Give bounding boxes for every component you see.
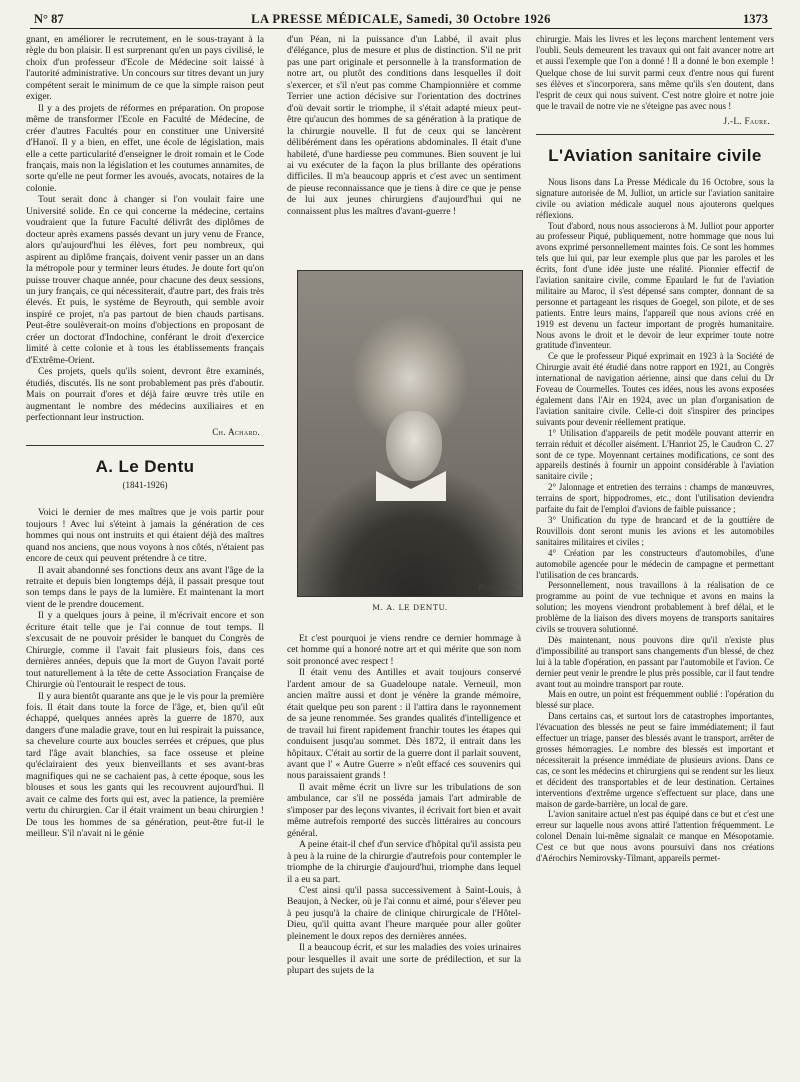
signature-faure: J.-L. Faure. bbox=[723, 116, 770, 127]
column-left bbox=[26, 34, 264, 839]
paragraph: gnant, en améliorer le recrutement, en le sous-trayant à la règle du bon plaisir. Il est surprenant qu'en un pays civilisé, le choix d'un professeur d'Ecole de Médecine soit laissé à l'autorité administrative. Un concours sur titres devant un jury compétent serait le minimum de ce que la simple raison peut exiger. bbox=[26, 34, 264, 103]
paragraph: Il y a des projets de réformes en préparation. On propose même de transformer l'Ecole en Faculté de Médecine, de créer d'autres Facultés pour en constituer une Université d'Hanoï. Il y a bien, en effet, une école de législation, mais elle a cette particularité d'enseigner le droit romain et le Code français, mais non la législation et les coutumes annamites, de sorte qu'elle ne peut former les avoués, avocats, notaires de la colonie. bbox=[26, 102, 264, 194]
paragraph: Tout serait donc à changer si l'on voulait faire une Université solide. En ce qui concerne la médecine, certains voudraient que la future Faculté délivrât des diplômes de docteur après examens passés devant un jury venu de France, alors qu'aujourd'hui les élèves, fort peu nombreux, qui aspirent au diplôme français, doivent venir passer un an dans la métropole pour y terminer leurs études. Je doute fort qu'on puisse trouver chaque année, pour chacune des deux sessions, un jury français, ce qui nécessiterait, d'autre part, des frais très élevés. Et puis, le système de Beyrouth, qui semble avoir inspiré ce projet, n'a pas partout de bien chauds partisans. Peut-être soulèverait-on moins d'objections en proposant de créer un doctorat d'Indochine, conférant le droit d'exercice limité à cette colonie et à tous les établissements français d'Extrême-Orient. bbox=[26, 194, 264, 366]
portrait-caption: M. A. LE DENTU. bbox=[372, 603, 448, 612]
paragraph: C'est ainsi qu'il passa successivement à Saint-Louis, à Beaujon, à Necker, où je l'ai connu et aimé, pour s'élever peu à peu jusqu'à la chaire de clinique chirurgicale de l'Hôtel-Dieu, qu'il quitta avant l'heure marquée pour aller goûter pleinement le doux repos des dernières années. bbox=[287, 884, 521, 942]
paragraph: Il avait abandonné ses fonctions deux ans avant l'âge de la retraite et depuis bien longtemps déjà, il passait presque tout son temps dans le pays de la lumière. Et maintenant la mort vient de le prendre doucement. bbox=[26, 564, 264, 610]
signature-achard: Ch. Achard. bbox=[212, 427, 260, 438]
column-middle-lower bbox=[287, 633, 521, 977]
page-header bbox=[30, 6, 772, 29]
paragraph: Mais en outre, un point est fréquemment oublié : l'opération du blessé sur place. bbox=[536, 689, 774, 711]
paragraph: d'un Péan, ni la puissance d'un Labbé, il avait plus d'élégance, plus de mesure et plus de distinction. S'il ne prit pas une part originale et personnelle à la transformation de notre art, ou plutôt des conditions dans lesquelles il doit s'exercer, et s'il n'eut pas comme Championnière et comme Terrier une action décisive sur l'orientation des doctrines d'où devait sortir le triomphe, il s'était adapté mieux peut-être qu'aucun des hommes de sa génération à la pratique de la chirurgie nouvelle. Il fut de ceux qui se lancèrent délibérément dans les opérations abdominales. Il était d'une habileté, d'une hardiesse peu communes. Bien souvent je lui ai vu exécuter de la façon la plus brillante des opérations difficiles. Il m'a beaucoup appris et c'est avec un sentiment de pieuse reconnaissance que je tiens à dire ce que je pense de lui aux jeunes chirurgiens d'aujourd'hui qui ne connaissent plus les maîtres d'avant-guerre ! bbox=[287, 34, 521, 217]
paragraph: 2° Jalonnage et entretien des terrains : champs de manœuvres, terrains de sport, hippodromes, etc., dont l'utilisation deviendra parfaite du fait de l'emploi d'avions de faible puissance ; bbox=[536, 482, 774, 515]
article-title-le-dentu: A. Le Dentu bbox=[95, 456, 195, 476]
paragraph: chirurgie. Mais les livres et les leçons marchent lentement vers l'oubli. Seuls demeurent les travaux qui ont fait avancer notre art et aussi l'exemple que l'on a donné ! Il a donné le bon exemple ! Quelque chose de lui survit parmi ceux d'entre nous qui furent ses élèves et s'incorporera, sans même qu'ils s'en doutent, dans l'esprit de ceux qui nous suivent. C'est notre gloire et notre joie que le travail de notre vie ne s'éteigne pas avec nous ! bbox=[536, 34, 774, 112]
paragraph: Tout d'abord, nous nous associerons à M. Julliot pour apporter au professeur Piqué, publiquement, notre hommage que nous lui avons exprimé personnellement maintes fois. Ce sont les hommes tels que lui qui, par leur exemple plus que par les paroles et les écrits, font d'une idée juste une réalité. Pionnier effectif de l'aviation sanitaire civile, comme Epaulard le fut de l'aviation militaire au Maroc, il s'est dépensé sans compter, donnant de sa personne et partageant les risques de Goegel, son pilote, et de ses patients. Entre leurs mains, l'appareil que nous avions créé en 1919 est devenu un facteur important de progrès humanitaire. Nous avons le droit et le devoir de leur exprimer toute notre gratitude d'inventeur. bbox=[536, 220, 774, 351]
paragraph: L'avion sanitaire actuel n'est pas équipé dans ce but et c'est une erreur sur laquelle nous avons attiré l'attention fréquemment. Le colonel Denain lui-même signalait ce manque en Mésopotamie. C'est ce but que nous avons poursuivi dans nos créations d'Aérochirs Nemirovsky-Tilmant, appareils permet- bbox=[536, 809, 774, 864]
paragraph: A peine était-il chef d'un service d'hôpital qu'il assista peu à peu à la ruine de la chirurgie d'autrefois pour contempler le triomphe de la chirurgie d'aujourd'hui, triomphe dans lequel il a eu sa part. bbox=[287, 839, 521, 885]
paragraph: Dès maintenant, nous pouvons dire qu'il n'existe plus d'impossibilité au transport sans changements d'un blessé, de chez lui à la table d'opération, en passant par l'automobile et l'avion. Ce dernier peut venir le prendre le plus près possible, car il faut tendre avant tout au moindre transport par route. bbox=[536, 634, 774, 689]
paragraph: Il était venu des Antilles et avait toujours conservé l'ardent amour de sa Guadeloupe natale. Verneuil, mon ancien maître aussi et dont je vénère la grande mémoire, était quelque peu son parent : il l'attira dans le rayonnement de sa jeune renommée. Ses grandes qualités d'intelligence et de travail lui firent rapidement franchir toutes les étapes qui conduisent jusqu'au sommet. Dès 1872, il entrait dans les hôpitaux. C'était au sortir de la guerre dont il parlait souvent, avant que l' « Autre Guerre » n'eût effacé ces souvenirs qui nous paraissaient grands ! bbox=[287, 667, 521, 782]
paragraph: Personnellement, nous travaillons à la réalisation de ce programme au point de vue technique et avons en mains la solution; les moyens viendront probablement à bref délai, et le problème de la liaison des divers moyens de transports sanitaires civils se trouvera solutionné. bbox=[536, 580, 774, 635]
portrait-figure bbox=[297, 270, 523, 616]
paragraph: Nous lisons dans La Presse Médicale du 16 Octobre, sous la signature autorisée de M. Julliot, un article sur l'aviation sanitaire civile ou aviation médicale auquel nous ajouterons quelques réflexions. bbox=[536, 176, 774, 220]
paragraph: Il a beaucoup écrit, et sur les maladies des voies urinaires pour lesquelles il avait une sorte de prédilection, et sur la plupart des sujets de la bbox=[287, 942, 521, 977]
paragraph: Voici le dernier de mes maîtres que je vois partir pour toujours ! Avec lui s'éteint à jamais la génération de ces hommes qui nous ont instruits et qui étaient déjà des maîtres quand nos anciens, que nous voyons à nos côtés, n'étaient pas encore de ceux qui peuvent prétendre à ce titre. bbox=[26, 507, 264, 565]
paragraph: Ces projets, quels qu'ils soient, devront être examinés, étudiés, discutés. Ils ne sont probablement pas près d'aboutir. Mais on pourrait d'ores et déjà faire œuvre très utile en augmentant le nombre des médecins auxiliaires et en perfectionnant leur instruction. bbox=[26, 366, 264, 423]
column-right bbox=[536, 34, 774, 864]
portrait-photo bbox=[297, 270, 523, 597]
paragraph: Il y a quelques jours à peine, il m'écrivait encore et son écriture était telle que je l'ai connue de tout temps. Il s'excusait de ne pouvoir présider le banquet du Congrès de Chirurgie, comme il l'avait fait plusieurs fois, dans ces dernières années, depuis que la mort de Guyon l'avait porté tout naturellement à la tête de cette Association Française de Chirurgie où l'entourait le respect de tous. bbox=[26, 610, 264, 691]
article-dates: (1841-1926) bbox=[122, 479, 168, 490]
divider bbox=[536, 134, 774, 135]
photo-credit: Photo Pirou. bbox=[478, 585, 516, 592]
page-number: 1373 bbox=[743, 12, 768, 26]
paragraph: Il y aura bientôt quarante ans que je le vis pour la première fois. Il était dans toute la force de l'âge, et, bien qu'il eût échappé, quelques années après la guerre de 1870, aux dangers d'une maladie grave, tout en lui respirait la puissance, sa chevelure courte aux boucles serrées et crépues, que plus tard l'âge avait blanchies, sa face osseuse et pleine qu'éclairaient des yeux bienveillants et ses avant-bras magnifiques qui ne se cachaient pas, à cette époque, sous les blouses et sous les gants qui les recouvrent aujourd'hui. Il avait ce calme des forts qui est, avec la patience, la première vertu du chirurgien. Car il était vraiment un beau chirurgien ! De tous les hommes de sa génération, peut-être fut-il le meilleur. S'il n'avait ni le génie bbox=[26, 690, 264, 839]
paragraph: 3° Unification du type de brancard et de la gouttière de Rouvillois dont seront munis les avions et les automobiles sanitaires militaires et civiles ; bbox=[536, 514, 774, 547]
portrait-face bbox=[386, 411, 442, 481]
paragraph: Ce que le professeur Piqué exprimait en 1923 à la Société de Chirurgie avait été étudié dans notre rapport en 1921, au Congrès international de navigation aérienne, ainsi que dans celui du Dr Foveau de Courmelles. Toutes ces idées, nous les avons exposées également dans l'Air en 1924, avec un plan d'organisation de l'aviation sanitaire civile. Celle-ci doit s'inspirer des principes suivants pour devenir réellement pratique. bbox=[536, 351, 774, 427]
paragraph: Et c'est pourquoi je viens rendre ce dernier hommage à cet homme qui a honoré notre art et qui mérite que son nom soit prononcé avec respect ! bbox=[287, 633, 521, 667]
journal-title: LA PRESSE MÉDICALE, Samedi, 30 Octobre 1926 bbox=[251, 12, 551, 26]
issue-number: N° 87 bbox=[34, 12, 64, 26]
article-title-aviation: L'Aviation sanitaire civile bbox=[548, 145, 762, 165]
column-middle bbox=[287, 34, 521, 270]
paragraph: Dans certains cas, et surtout lors de catastrophes importantes, l'évacuation des blessés ne peut se faire immédiatement; il faut effectuer un triage, panser des blessés avant le transport, arrêter de grosses hémorragies. Le nombre des blessés est important et nécessiterait la présence immédiate de plusieurs avions. Dans ce cas, ce sont les médecins et chirurgiens qui se rendent sur les lieux et décident des transportables et de leur destination. Certaines interventions d'extrême urgence s'effectuent sur place, dans une maison de garde-barrière, un local de gare. bbox=[536, 711, 774, 809]
paragraph: 4° Création par les constructeurs d'automobiles, d'une automobile agencée pour le médecin de campagne et permettant l'utilisation de ces brancards. bbox=[536, 547, 774, 580]
paragraph: Il avait même écrit un livre sur les tribulations de son ambulance, car s'il ne posséda jamais l'art admirable de s'imposer par des leçons vivantes, il écrivait fort bien et avait même autrefois remporté des succès littéraires au concours général. bbox=[287, 781, 521, 839]
paragraph: 1° Utilisation d'appareils de petit modèle pouvant atterrir en terrain réduit et décoller aisément. L'Hanriot 25, le Caudron C. 27 sont de ce type. Moyennant certaines modifications, ce sont des appareils destinés à fournir un appoint considérable à l'aviation sanitaire civile ; bbox=[536, 427, 774, 482]
divider bbox=[26, 445, 264, 446]
